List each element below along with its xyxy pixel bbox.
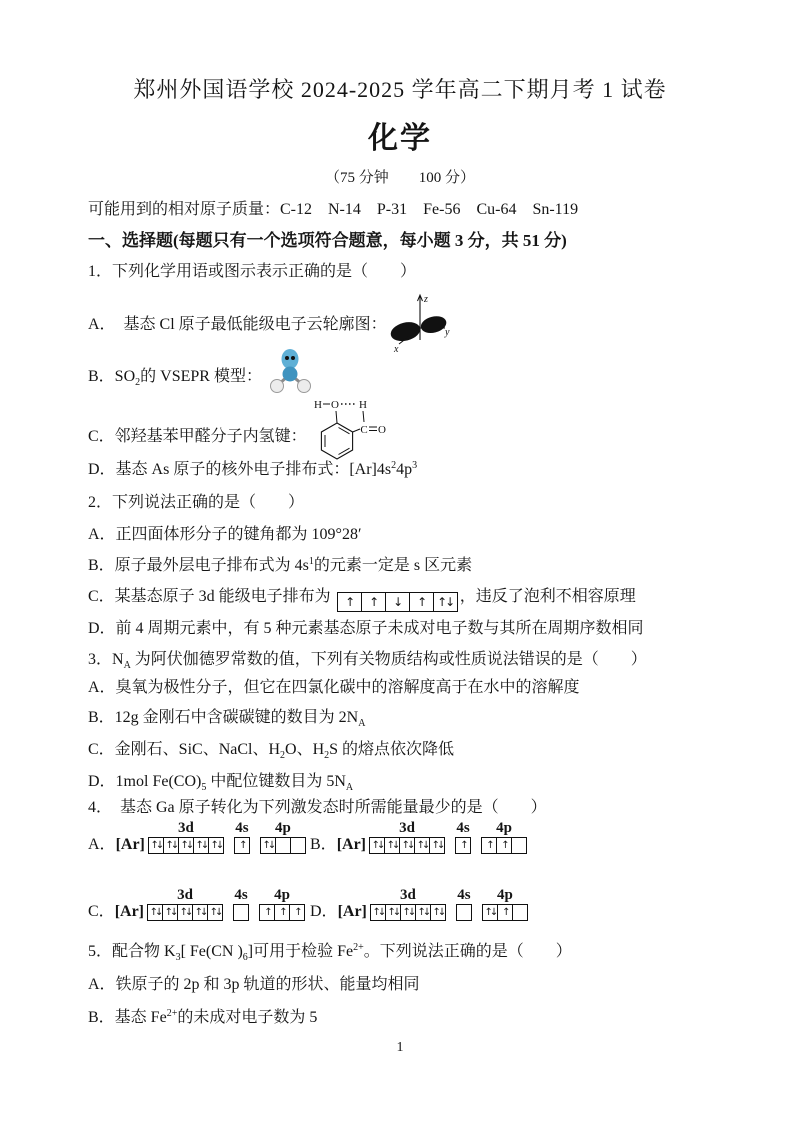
text-run: 4． 基态 Ga 原子转化为下列激发态时所需能量最少的是（ ） — [88, 799, 547, 816]
orbital-box: ↑ — [338, 592, 362, 612]
orbital-group-4p — [482, 886, 528, 921]
orbital-boxes-4p — [260, 837, 306, 854]
benzene-ring — [321, 423, 352, 459]
superscript: 1 — [308, 556, 314, 567]
orbital-box: ↑↓ — [385, 837, 400, 854]
c-h-bond — [363, 411, 364, 422]
text-run: D．前 4 周期元素中，有 5 种元素基态原子未成对电子数与其所在周期序数相同 — [88, 620, 644, 637]
orbital-label-3d: 3d — [177, 820, 194, 836]
orbital-box: ↑ — [482, 837, 497, 854]
orbital-boxes-3d — [370, 904, 446, 921]
orbital-boxes-4s — [456, 904, 472, 921]
orbital-boxes-4s — [234, 837, 250, 854]
z-axis-label: z — [424, 294, 428, 305]
q3-stem — [88, 650, 647, 670]
text-run: A．臭氧为极性分子，但它在四氯化碳中的溶解度高于在水中的溶解度 — [88, 679, 580, 696]
text-run: A．铁原子的 2p 和 3p 轨道的形状、能量均相同 — [88, 976, 420, 993]
noble-gas-core: [Ar] — [337, 903, 367, 920]
electron-cloud-figure — [383, 292, 455, 354]
text-run: A．正四面体形分子的键角都为 109°28′ — [88, 526, 362, 543]
q5-option-a — [88, 975, 420, 995]
text-run: 。下列说法正确的是（ ） — [363, 943, 572, 960]
q4-option-c — [88, 886, 305, 921]
orbital-lobe-left — [389, 319, 422, 344]
orbital-box: ↑ — [362, 592, 386, 612]
q4-stem — [88, 798, 547, 818]
superscript: 2+ — [353, 942, 364, 953]
orbital-box: ↑ — [497, 837, 512, 854]
text-run: 3．N — [88, 651, 124, 668]
orbital-box — [513, 904, 528, 921]
orbital-label-4s: 4s — [456, 820, 470, 836]
q4-option-d — [310, 886, 528, 921]
orbital-box: ↑↓ — [178, 904, 193, 921]
text-run: 的未成对电子数为 5 — [177, 1009, 318, 1026]
q3-option-a — [88, 678, 580, 698]
text-run: B．12g 金刚石中含碳碳键的数目为 2N — [88, 709, 359, 726]
subscript: A — [345, 782, 354, 793]
text-run: B．SO — [88, 368, 136, 385]
q2-option-a — [88, 525, 361, 545]
noble-gas-core: [Ar] — [115, 836, 145, 853]
orbital-label-4p: 4p — [496, 887, 513, 903]
orbital-box — [457, 904, 472, 921]
orbital-group-3d — [369, 819, 445, 854]
orbital-boxes-4s — [455, 837, 471, 854]
text-run: [ Fe(CN ) — [180, 943, 243, 960]
orbital-label-4p: 4p — [274, 887, 290, 903]
orbital-group-4p — [259, 886, 305, 921]
orbital-label-3d: 3d — [399, 820, 415, 836]
relative-atomic-masses: 可能用到的相对原子质量：C-12 N-14 P-31 Fe-56 Cu-64 Sn-119 — [88, 201, 579, 218]
noble-gas-core: [Ar] — [114, 903, 144, 920]
orbital-box: ↑ — [260, 904, 275, 921]
q5-stem — [88, 942, 572, 962]
orbital-boxes-3d — [148, 837, 224, 854]
orbital-boxes-3d — [369, 837, 445, 854]
q4-option-a — [88, 819, 306, 854]
subscript: 2 — [135, 377, 141, 388]
text-run: 为阿伏伽德罗常数的值，下列有关物质结构或性质说法错误的是（ ） — [130, 651, 647, 668]
subscript: 2 — [324, 750, 330, 761]
orbital-box: ↑↓ — [179, 837, 194, 854]
orbital-group-4s — [456, 886, 472, 921]
orbital-box: ↑↓ — [209, 837, 224, 854]
text-run: C．邻羟基苯甲醛分子内氢键： — [88, 428, 307, 445]
q5-option-b — [88, 1008, 317, 1028]
orbital-boxes-3d — [147, 904, 223, 921]
orbital-group-4s — [455, 819, 471, 854]
orbital-box: ↑ — [290, 904, 305, 921]
orbital-box: ↑ — [235, 837, 250, 854]
text-run: B．原子最外层电子排布式为 4s — [88, 557, 309, 574]
orbital-box: ↑↓ — [400, 837, 415, 854]
hydroxyl-hydrogen-label: H — [314, 399, 322, 411]
text-run: 中配位键数目为 5N — [206, 773, 346, 790]
option-letter: D． — [310, 903, 338, 920]
text-run: D．基态 As 原子的核外电子排布式：[Ar]4s — [88, 461, 392, 478]
orbital-box: ↑ — [275, 904, 290, 921]
subscript: 6 — [242, 952, 248, 963]
orbital-box: ↑↓ — [193, 904, 208, 921]
q1-option-a — [88, 315, 387, 335]
hydroxyl-oxygen-label: O — [331, 399, 339, 411]
orbital-box: ↑↓ — [416, 904, 431, 921]
orbital-label-3d: 3d — [399, 887, 416, 903]
q3-option-b — [88, 708, 365, 728]
orbital-boxes-4s — [233, 904, 249, 921]
orbital-box-diagram — [337, 592, 458, 612]
orbital-box: ↑↓ — [208, 904, 223, 921]
aldehyde-carbon-label: C — [360, 424, 368, 436]
aldehyde-hydrogen-label: H — [359, 399, 367, 411]
q2-option-c — [88, 587, 636, 612]
text-run: ，违反了泡利不相容原理 — [459, 588, 636, 605]
q1-option-c — [88, 427, 307, 447]
q3-option-c — [88, 740, 454, 760]
orbital-box: ↑↓ — [163, 904, 178, 921]
option-letter: C． — [88, 903, 115, 920]
section-title: 一、选择题(每题只有一个选项符合题意，每小题 3 分，共 51 分) — [88, 231, 567, 250]
q2-stem — [88, 493, 304, 513]
text-run: A． 基态 Cl 原子最低能级电子云轮廓图： — [88, 316, 387, 333]
central-sulfur-atom — [283, 367, 298, 382]
noble-gas-core: [Ar] — [336, 836, 366, 853]
orbital-group-4s — [233, 886, 249, 921]
ring-double-bond — [339, 428, 350, 434]
superscript: 3 — [412, 460, 418, 471]
orbital-box: ↑ — [410, 592, 434, 612]
lone-pair-dot — [291, 356, 295, 360]
orbital-box — [512, 837, 527, 854]
text-run: ]可用于检验 Fe — [247, 943, 354, 960]
orbital-boxes-4p — [482, 904, 528, 921]
option-letter: A． — [88, 836, 116, 853]
orbital-box — [276, 837, 291, 854]
subscript: 2 — [280, 750, 286, 761]
subscript: 5 — [201, 782, 207, 793]
orbital-box: ↑↓ — [148, 904, 163, 921]
orbital-group-3d — [148, 819, 224, 854]
subject-title: 化学 — [368, 122, 432, 155]
orbital-box: ↑↓ — [164, 837, 179, 854]
exam-duration-score: （75 分钟 100 分） — [324, 170, 475, 186]
page-number: 1 — [396, 1040, 404, 1055]
q2-option-d — [88, 619, 644, 639]
ring-c-bond — [353, 429, 360, 432]
text-run: D．1mol Fe(CO) — [88, 773, 202, 790]
orbital-box: ↑↓ — [261, 837, 276, 854]
x-axis-label: x — [394, 344, 399, 355]
text-run: C．某基态原子 3d 能级电子排布为 — [88, 588, 335, 605]
orbital-box — [234, 904, 249, 921]
orbital-label-4s: 4s — [234, 887, 248, 903]
orbital-label-4p: 4p — [496, 820, 512, 836]
q1-option-b — [88, 367, 262, 387]
subscript: 3 — [175, 952, 181, 963]
orbital-group-3d — [147, 886, 223, 921]
orbital-box: ↑↓ — [370, 837, 385, 854]
text-run: 4p — [396, 461, 413, 478]
orbital-group-4p — [481, 819, 527, 854]
option-letter: B． — [310, 836, 337, 853]
orbital-label-4p: 4p — [274, 820, 291, 836]
orbital-box: ↑ — [498, 904, 513, 921]
orbital-box: ↑↓ — [371, 904, 386, 921]
y-axis-label: y — [445, 327, 450, 338]
o-hydroxybenzaldehyde-structure — [309, 396, 391, 464]
orbital-lobe-right — [419, 314, 448, 336]
orbital-boxes-4p — [481, 837, 527, 854]
text-run: 的元素一定是 s 区元素 — [313, 557, 473, 574]
o-ring-bond — [336, 411, 337, 423]
q3-option-d — [88, 772, 353, 792]
orbital-box: ↑ — [456, 837, 471, 854]
q2-option-b — [88, 556, 472, 576]
subscript: A — [358, 718, 366, 729]
text-run: B．基态 Fe — [88, 1009, 167, 1026]
orbital-box: ↓ — [386, 592, 410, 612]
text-run: C．金刚石、SiC、NaCl、H — [88, 741, 281, 758]
orbital-group-3d — [370, 886, 446, 921]
orbital-boxes-4p — [259, 904, 305, 921]
lone-pair-lobe — [282, 349, 299, 369]
orbital-box — [291, 837, 306, 854]
oxygen-atom-left — [271, 380, 284, 393]
oxygen-atom-right — [298, 380, 311, 393]
text-run: 5．配合物 K — [88, 943, 176, 960]
text-run: 2．下列说法正确的是（ ） — [88, 494, 305, 511]
superscript: 2+ — [166, 1008, 178, 1019]
text-run: 1．下列化学用语或图示表示正确的是（ ） — [88, 263, 417, 280]
subscript: A — [123, 660, 131, 671]
text-run: 的 VSEPR 模型： — [140, 368, 262, 385]
orbital-group-4p — [260, 819, 306, 854]
exam-title: 郑州外国语学校 2024-2025 学年高二下期月考 1 试卷 — [133, 77, 667, 102]
q4-option-b — [310, 819, 527, 854]
orbital-box: ↑↓ — [194, 837, 209, 854]
superscript: 2 — [391, 460, 397, 471]
aldehyde-oxygen-label: O — [378, 424, 386, 436]
orbital-box: ↑↓ — [386, 904, 401, 921]
q1-stem — [88, 262, 416, 282]
ring-double-bond — [339, 448, 350, 454]
so2-vsepr-model-figure — [268, 348, 314, 396]
q1-option-d — [88, 460, 417, 480]
orbital-box: ↑↓ — [401, 904, 416, 921]
orbital-label-4s: 4s — [457, 887, 471, 903]
text-run: O、H — [285, 741, 325, 758]
lone-pair-dot — [285, 356, 289, 360]
orbital-label-4s: 4s — [235, 820, 249, 836]
orbital-box: ↑↓ — [431, 904, 446, 921]
orbital-box: ↑↓ — [483, 904, 498, 921]
orbital-group-4s — [234, 819, 250, 854]
orbital-box: ↑↓ — [434, 592, 458, 612]
orbital-box: ↑↓ — [415, 837, 430, 854]
orbital-label-3d: 3d — [177, 887, 193, 903]
orbital-box: ↑↓ — [149, 837, 164, 854]
text-run: S 的熔点依次降低 — [329, 741, 455, 758]
orbital-box: ↑↓ — [430, 837, 445, 854]
